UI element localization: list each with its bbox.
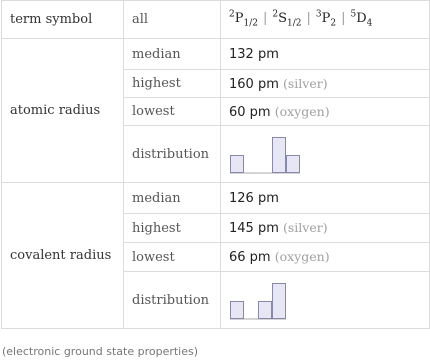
atomic-median-label: median bbox=[124, 39, 221, 70]
term-symbol-4: $^5D_4$ bbox=[350, 10, 373, 29]
atomic-lowest-note: (oxygen) bbox=[274, 103, 330, 119]
covalent-lowest-label: lowest bbox=[124, 243, 221, 272]
term-symbol-3: $^3P_2$ bbox=[315, 10, 337, 29]
covalent-distribution-label: distribution bbox=[124, 272, 221, 329]
atomic-radius-label: atomic radius bbox=[2, 39, 124, 183]
atomic-distribution-label: distribution bbox=[124, 126, 221, 183]
histogram-bar bbox=[287, 156, 300, 173]
properties-table bbox=[1, 0, 430, 329]
atomic-highest-cell bbox=[221, 70, 430, 98]
atomic-highest-value: 160 pm bbox=[229, 76, 279, 92]
covalent-highest-label: highest bbox=[124, 214, 221, 243]
header-all: all bbox=[124, 1, 221, 39]
histogram-bar bbox=[259, 302, 272, 319]
histogram-bar bbox=[273, 284, 286, 319]
caption: (electronic ground state properties) bbox=[2, 345, 199, 358]
atomic-median-value: 132 pm bbox=[221, 39, 430, 70]
histogram-bar bbox=[231, 302, 244, 319]
term-symbol-1: $^2P_{1/2}$ bbox=[229, 10, 258, 29]
covalent-median-label: median bbox=[124, 183, 221, 214]
covalent-lowest-note: (oxygen) bbox=[274, 249, 330, 264]
atomic-highest-label: highest bbox=[124, 70, 221, 98]
term-symbol-2: $^2S_{1/2}$ bbox=[272, 10, 302, 29]
atomic-distribution-histogram bbox=[229, 133, 309, 175]
covalent-highest-value: 145 pm bbox=[229, 221, 279, 236]
header-row bbox=[2, 1, 430, 39]
header-term-symbol: term symbol bbox=[2, 1, 124, 39]
atomic-highest-note: (silver) bbox=[283, 75, 328, 91]
atomic-lowest-cell bbox=[221, 98, 430, 126]
covalent-highest-note: (silver) bbox=[283, 220, 328, 235]
covalent-radius-label: covalent radius bbox=[2, 183, 124, 329]
covalent-distribution-cell bbox=[221, 272, 430, 329]
atomic-distribution-cell bbox=[221, 126, 430, 183]
atomic-lowest-value: 60 pm bbox=[229, 104, 271, 120]
covalent-median-value: 126 pm bbox=[221, 183, 430, 214]
table-row bbox=[2, 183, 430, 214]
header-term-list: $^2P_{1/2}$ | $^2S_{1/2}$ | $^3P_2$ | $^5D_4$ bbox=[221, 1, 430, 39]
covalent-lowest-value: 66 pm bbox=[229, 250, 271, 265]
table-row bbox=[2, 39, 430, 70]
atomic-lowest-label: lowest bbox=[124, 98, 221, 126]
covalent-highest-cell bbox=[221, 214, 430, 243]
covalent-distribution-histogram bbox=[229, 279, 309, 321]
histogram-bar bbox=[231, 156, 244, 173]
covalent-lowest-cell bbox=[221, 243, 430, 272]
histogram-bar bbox=[273, 138, 286, 173]
